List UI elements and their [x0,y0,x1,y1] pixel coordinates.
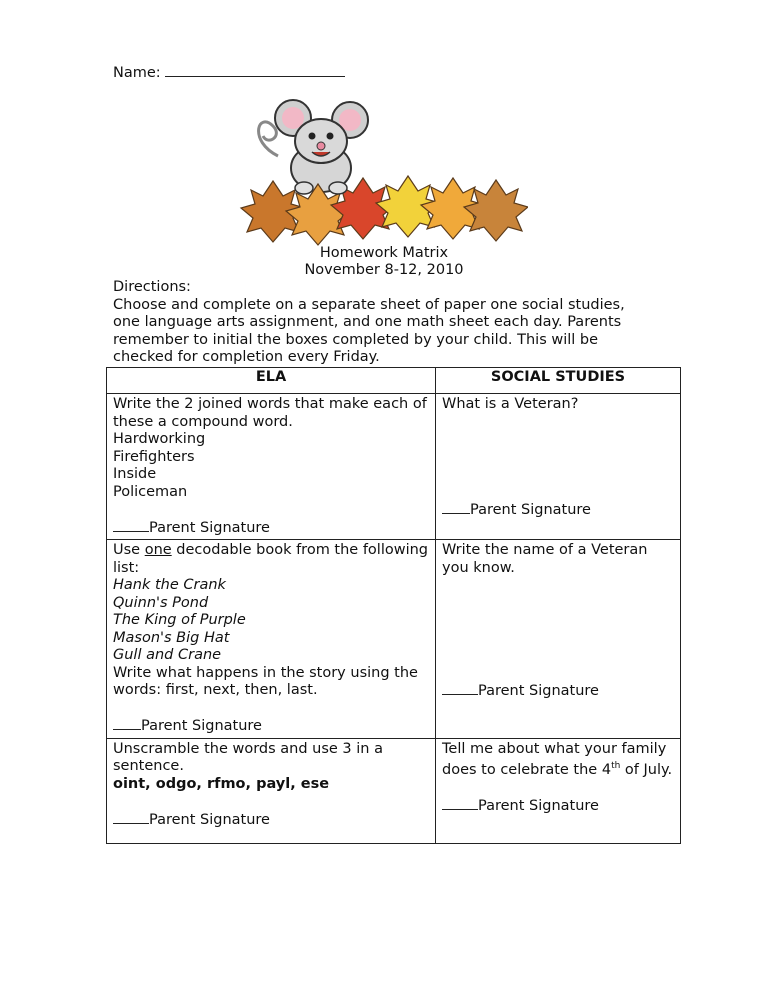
ela-instruction: Write what happens in the story using the words: first, next, then, last. [113,664,418,698]
worksheet-title: Homework Matrix [319,245,449,261]
ss-cell-fourth-of-july [436,738,681,843]
ela-prompt: Unscramble the words and use 3 in a sentence. [113,740,383,774]
parent-signature-line[interactable]: Parent Signature [442,682,674,701]
book-title: Hank the Crank [113,577,226,593]
ss-cell-veteran-name [436,540,681,739]
ela-prompt: Use one decodable book from the following list: [113,542,429,576]
directions [113,279,653,367]
word-item: Policeman [113,483,188,500]
name-label: Name: [113,65,161,81]
word-item: Hardworking [113,431,206,447]
directions-text: Choose and complete on a separate sheet of paper one social studies, one language arts assignment, and one math sheet each day. Parents remember to initial the boxes completed by your child. This will be checked for completion every Friday. [113,296,625,365]
header-ela: ELA [107,368,436,394]
header-social-studies: SOCIAL STUDIES [436,368,681,394]
ela-cell-unscramble [107,738,436,843]
scrambled-words: oint, odgo, rfmo, payl, ese [113,775,330,792]
book-title: Mason's Big Hat [113,629,230,646]
worksheet-date: November 8-12, 2010 [304,262,464,278]
ss-prompt: Tell me about what your family does to celebrate the 4th of July. [442,740,673,778]
book-title: The King of Purple [113,612,246,628]
ela-cell-decodable-book [107,540,436,739]
homework-matrix-table [106,367,681,844]
mouse-on-leaves-clipart [238,96,528,246]
book-title: Quinn's Pond [113,594,209,611]
word-item: Inside [113,466,157,482]
parent-signature-line[interactable]: Parent Signature [442,501,674,520]
book-title: Gull and Crane [113,647,222,663]
directions-label: Directions: [113,279,191,295]
ela-cell-compound-words [107,394,436,540]
ss-cell-veteran [436,394,681,540]
parent-signature-line[interactable]: Parent Signature [442,797,674,816]
parent-signature-line[interactable]: Parent Signature [113,811,429,830]
parent-signature-line[interactable]: Parent Signature [113,717,429,736]
word-item: Firefighters [113,448,195,465]
name-field[interactable] [113,62,345,81]
ela-prompt: Write the 2 joined words that make each of these a compound word. [113,396,427,430]
ss-prompt: Write the name of a Veteran you know. [442,542,648,576]
parent-signature-line[interactable]: Parent Signature [113,519,429,538]
ss-prompt: What is a Veteran? [442,396,579,412]
name-blank[interactable] [165,62,345,77]
